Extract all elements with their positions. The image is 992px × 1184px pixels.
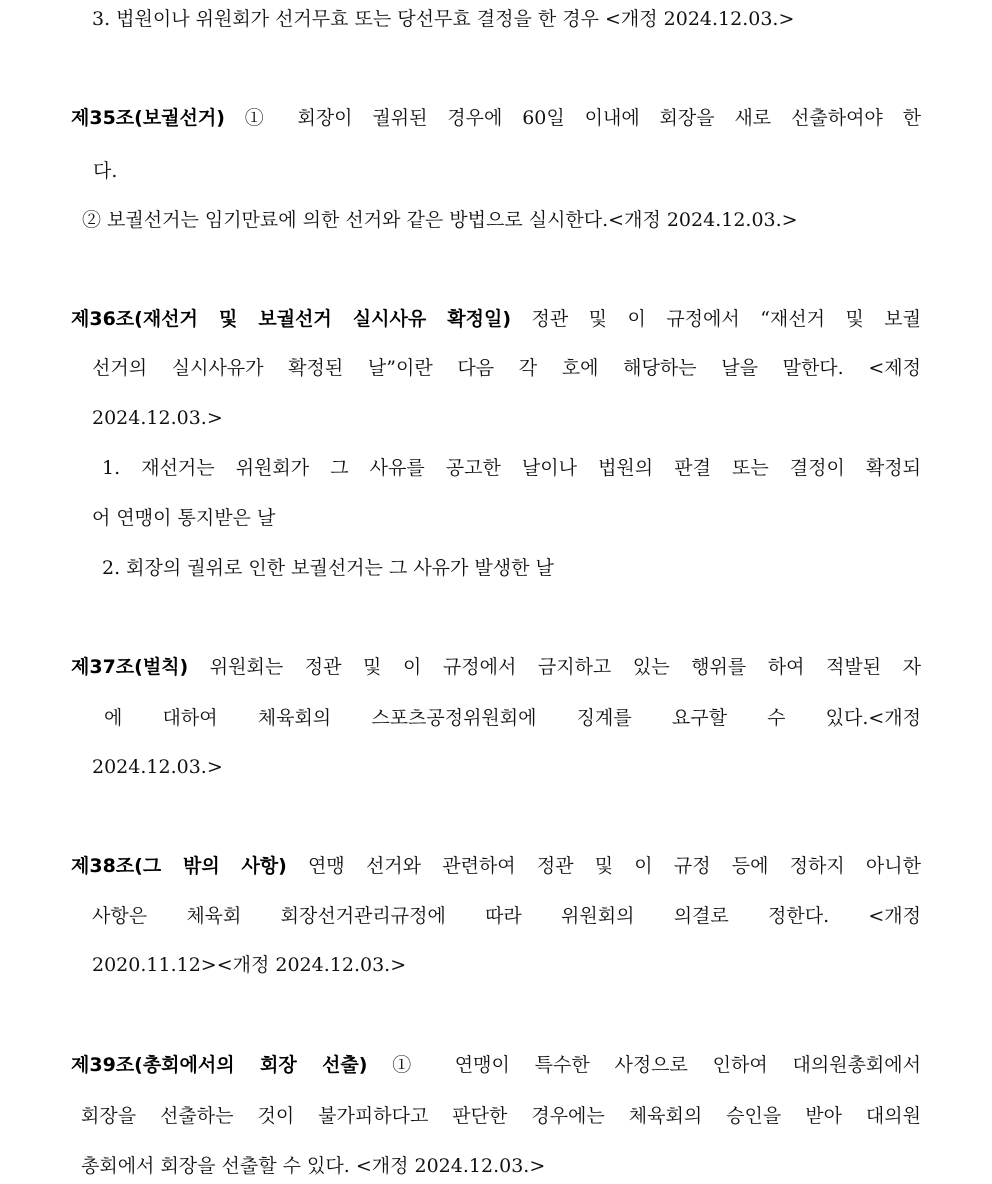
line-text: 1. 재선거는 위원회가 그 사유를 공고한 날이나 법원의 판결 또는 결정이 확정되 [102,457,921,479]
article-title: 제35조(보궐선거) [71,107,225,129]
line-text: 2024.12.03.> [92,756,223,778]
article-36-item-2 [0,553,992,583]
article-39-line-3 [0,1151,992,1181]
line-text: 선거의 실시사유가 확정된 날”이란 다음 각 호에 해당하는 날을 말한다. <제정 [92,357,921,379]
line-text: 2020.11.12><개정 2024.12.03.> [92,954,407,976]
line-text: 어 연맹이 통지받은 날 [92,507,276,529]
article-35-line-2 [0,156,992,186]
article-36-line-2 [0,353,992,383]
article-39-line-2 [0,1101,992,1131]
article-36-line-1 [0,304,992,334]
line-text: ② 보궐선거는 임기만료에 의한 선거와 같은 방법으로 실시한다.<개정 2024.12.03.> [82,209,798,231]
article-38-line-3 [0,950,992,980]
article-36-item-1-cont [0,503,992,533]
line-text: 총회에서 회장을 선출할 수 있다. <개정 2024.12.03.> [81,1155,546,1177]
line-text: 연맹 선거와 관련하여 정관 및 이 규정 등에 정하지 아니한 [286,855,921,877]
line-text: ① 회장이 궐위된 경우에 60일 이내에 회장을 새로 선출하여야 한 [224,107,921,129]
article-35-paragraph-2 [0,205,992,235]
line-text: 2. 회장의 궐위로 인한 보궐선거는 그 사유가 발생한 날 [102,557,554,579]
line-text: 회장을 선출하는 것이 불가피하다고 판단한 경우에는 체육회의 승인을 받아 대의원 [81,1105,921,1127]
line-text: 사항은 체육회 회장선거관리규정에 따라 위원회의 의결로 정한다. <개정 [92,905,921,927]
article-36-item-1 [0,453,992,483]
line-text: 에 대하여 체육회의 스포츠공정위원회에 징계를 요구할 수 있다.<개정 [104,707,921,729]
article-title: 제39조(총회에서의 회장 선출) [71,1054,368,1076]
article-title: 제36조(재선거 및 보궐선거 실시사유 확정일) [71,308,512,330]
article-title: 제38조(그 밖의 사항) [71,855,287,877]
article-title: 제37조(벌칙) [71,656,189,678]
line-text: 위원회는 정관 및 이 규정에서 금지하고 있는 행위를 하여 적발된 자 [188,656,921,678]
article-39-line-1 [0,1050,992,1080]
line-text: 다. [93,160,118,182]
line-text: 3. 법원이나 위원회가 선거무효 또는 당선무효 결정을 한 경우 <개정 2024.12.03.> [92,8,795,30]
line-text: 2024.12.03.> [92,407,223,429]
article-36-line-3 [0,403,992,433]
clause-item-3 [0,4,992,34]
line-text: ① 연맹이 특수한 사정으로 인하여 대의원총회에서 [367,1054,921,1076]
article-38-line-2 [0,901,992,931]
line-text: 정관 및 이 규정에서 “재선거 및 보궐 [511,308,921,330]
article-35-line-1 [0,103,992,133]
article-37-line-1 [0,652,992,682]
article-37-line-3 [0,752,992,782]
article-38-line-1 [0,851,992,881]
article-37-line-2 [0,703,992,733]
